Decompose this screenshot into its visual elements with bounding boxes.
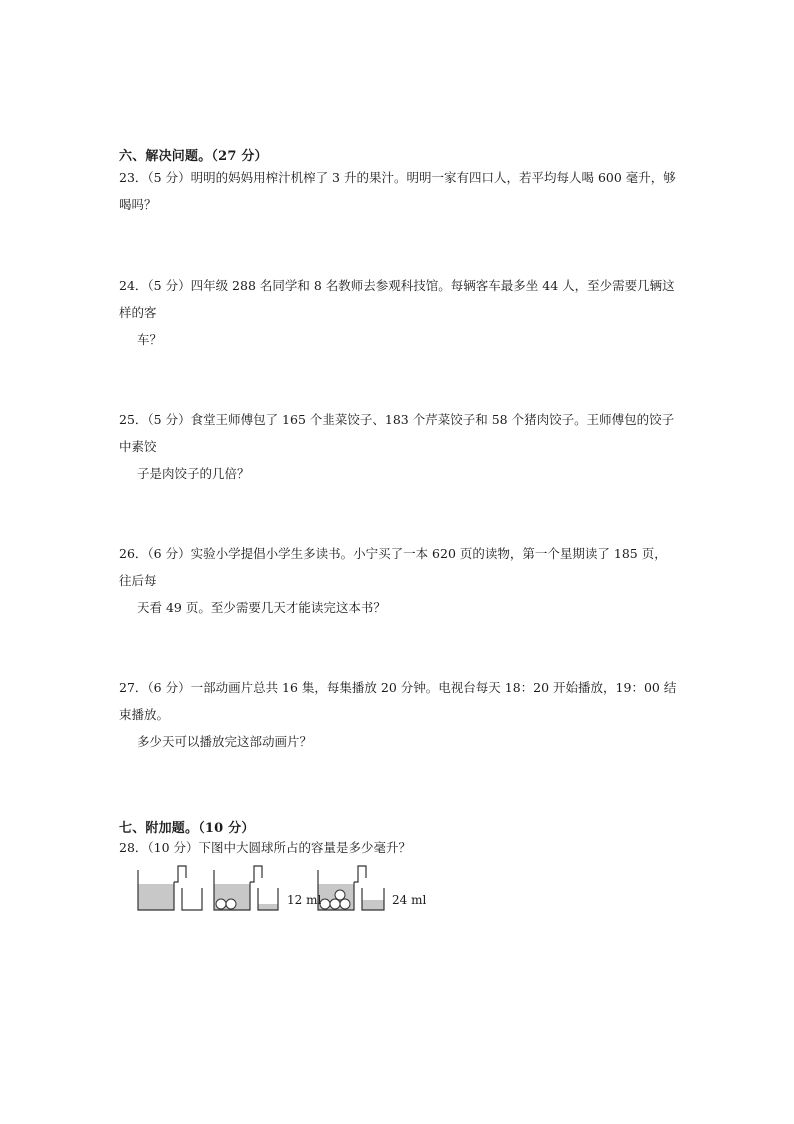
- cup-water-3: [362, 900, 384, 910]
- question-26: [119, 540, 679, 621]
- question-26-line1: 26．（6 分）实验小学提倡小学生多读书。小宁买了一本 620 页的读物，第一个星期读了 185 页，往后每: [119, 546, 667, 588]
- question-23-text: 23．（5 分）明明的妈妈用榨汁机榨了 3 升的果汁。明明一家有四口人，若平均每人喝 600 毫升，够喝吗？: [119, 170, 676, 212]
- small-ball-5: [340, 899, 350, 909]
- question-25: [119, 406, 679, 487]
- spout-2: [250, 866, 262, 882]
- small-ball-4: [330, 899, 340, 909]
- big-ball: [335, 890, 345, 900]
- volume-label-24ml: 24 ml: [392, 893, 427, 907]
- question-27-line1: 27．（6 分）一部动画片总共 16 集，每集播放 20 分钟。电视台每天 18：20 开始播放，19：00 结束播放。: [119, 680, 677, 722]
- small-cup-1: [182, 888, 202, 910]
- container-set-1: [138, 866, 202, 910]
- spout-3: [354, 866, 366, 882]
- cup-water-2: [258, 904, 278, 910]
- small-ball-3: [320, 899, 330, 909]
- volume-label-12ml: 12 ml: [287, 893, 322, 907]
- container-diagram-svg: [134, 862, 434, 918]
- small-ball-2: [226, 899, 236, 909]
- question-28-text: 28．（10 分）下图中大圆球所占的容量是多少毫升？: [119, 840, 412, 855]
- question-24: [119, 272, 679, 353]
- question-27-line2: 多少天可以播放完这部动画片？: [137, 734, 313, 749]
- container-set-3: [318, 866, 384, 910]
- question-26-line2: 天看 49 页。至少需要几天才能读完这本书？: [137, 600, 386, 615]
- question-24-line1: 24．（5 分）四年级 288 名同学和 8 名教师去参观科技馆。每辆客车最多坐 44 人，至少需要几辆这样的客: [119, 278, 675, 320]
- question-23: [119, 164, 679, 218]
- container-diagram: [134, 862, 434, 918]
- section-title-bonus: 七、附加题。（10 分）: [119, 821, 255, 836]
- question-25-line1: 25．（5 分）食堂王师傅包了 165 个韭菜饺子、183 个芹菜饺子和 58 个猪肉饺子。王师傅包的饺子中素饺: [119, 412, 675, 454]
- question-27: [119, 674, 679, 755]
- container-set-2: [214, 866, 278, 910]
- section-title-solve-problems: 六、解决问题。（27 分）: [119, 149, 268, 164]
- question-25-line2: 子是肉饺子的几倍？: [137, 466, 250, 481]
- question-24-line2: 车？: [137, 332, 163, 347]
- small-ball-1: [216, 899, 226, 909]
- water-fill-1: [138, 884, 174, 910]
- question-28: [119, 834, 679, 861]
- spout-1: [174, 866, 186, 882]
